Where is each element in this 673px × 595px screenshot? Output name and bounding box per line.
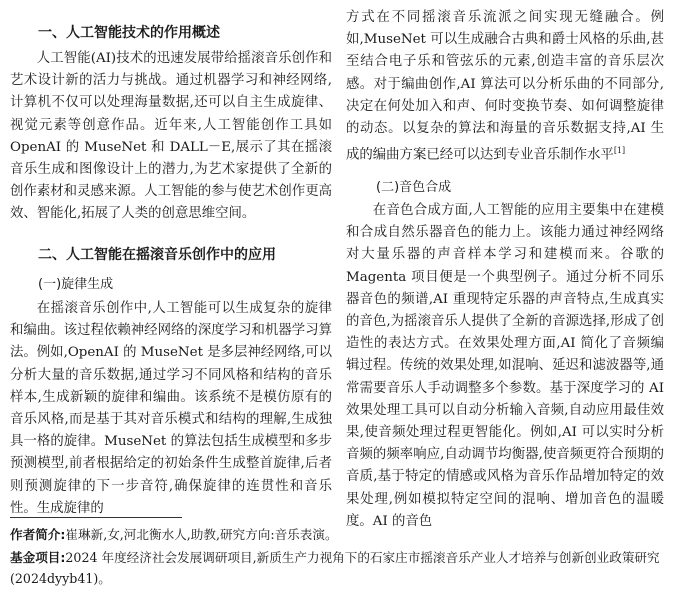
author-note: [10, 524, 665, 545]
continued-paragraph: [346, 7, 664, 167]
fund-note-text: 2024 年度经济社会发展调研项目,新质生产力视角下的石家庄市摇滚音乐产业人才培养与创新创业政策研究(2024dyyb41)。: [10, 550, 660, 586]
subsection2-paragraph: 在音色合成方面,人工智能的应用主要集中在建模和合成自然乐器音色的能力上。该能力通过神经网络对大量乐器的声音样本学习和建模而来。谷歌的 Magenta 项目便是一个典型例子。通过分析不同乐器音色的频谱,AI 重现特定乐器的声音特点,生成真实的音色,为摇滚音乐人提供了全新的音源选择,形成了创造性的表达方式。在效果处理方面,AI 简化了音频编辑过程。传统的效果处理,如混响、延迟和滤波器等,通常需要音乐人手动调整多个参数。基于深度学习的 AI 效果处理工具可以自动分析输入音频,自动应用最佳效果,使音频处理过程更智能化。例如,AI 可以实时分析音频的频率响应,自动调节均衡器,使音频更符合预期的音质,基于特定的情感或风格为音乐作品增加特定的效果处理,例如模拟特定空间的混响、增加音色的温暖度。AI 的音色: [346, 203, 664, 529]
footnote-divider: [10, 517, 182, 518]
section2-title: 二、人工智能在摇滚音乐创作中的应用: [38, 247, 276, 263]
section1-title: 一、人工智能技术的作用概述: [38, 25, 220, 41]
subsection1-title: (一)旋律生成: [38, 277, 114, 292]
section1-paragraph: 人工智能(AI)技术的迅速发展带给摇滚音乐创作和艺术设计新的活力与挑战。通过机器学习和神经网络,计算机不仅可以处理海量数据,还可以自主生成旋律、视觉元素等创意作品。近年来,人工智能创作工具如 OpenAI 的 MuseNet 和 DALL－E,展示了其在摇滚音乐生成和图像设计上的潜力,为艺术家提供了全新的创作素材和灵感来源。人工智能的参与使艺术创作更高效、智能化,拓展了人类的创意思维空间。: [10, 51, 332, 222]
author-note-text: 崔琳新,女,河北衡水人,助教,研究方向:音乐表演。: [65, 527, 338, 542]
author-note-label: 作者简介:: [10, 527, 66, 542]
citation-marker: [1]: [613, 146, 626, 156]
subsection1-paragraph: 在摇滚音乐创作中,人工智能可以生成复杂的旋律和编曲。该过程依赖神经网络的深度学习和机器学习算法。例如,OpenAI 的 MuseNet 是多层神经网络,可以分析大量的音乐数据,通过学习不同风格和结构的音乐样本,生成新颖的旋律和编曲。该系统不是模仿原有的音乐风格,而是基于其对音乐模式和结构的理解,生成独具一格的旋律。MuseNet 的算法包括生成模型和多步预测模型,前者根据给定的初始条件生成整首旋律,后者则预测旋律的下一步音符,确保旋律的连贯性和音乐性。生成旋律的: [10, 301, 332, 516]
subsection2-title: (二)音色合成: [376, 180, 452, 195]
fund-note-label: 基金项目:: [10, 550, 66, 565]
fund-note: [10, 547, 665, 589]
continued-paragraph-text: 方式在不同摇滚音乐流派之间实现无缝融合。例如,MuseNet 可以生成融合古典和爵士风格的乐曲,甚至结合电子乐和管弦乐的元素,创造丰富的音乐层次感。对于编曲创作,AI 算法可以分析乐曲的不同部分,决定在何处加入和声、何时变换节奏、如何调整旋律的动态。以复杂的算法和海量的音乐数据支持,AI 生成的编曲方案已经可以达到专业音乐制作水平: [346, 10, 664, 163]
